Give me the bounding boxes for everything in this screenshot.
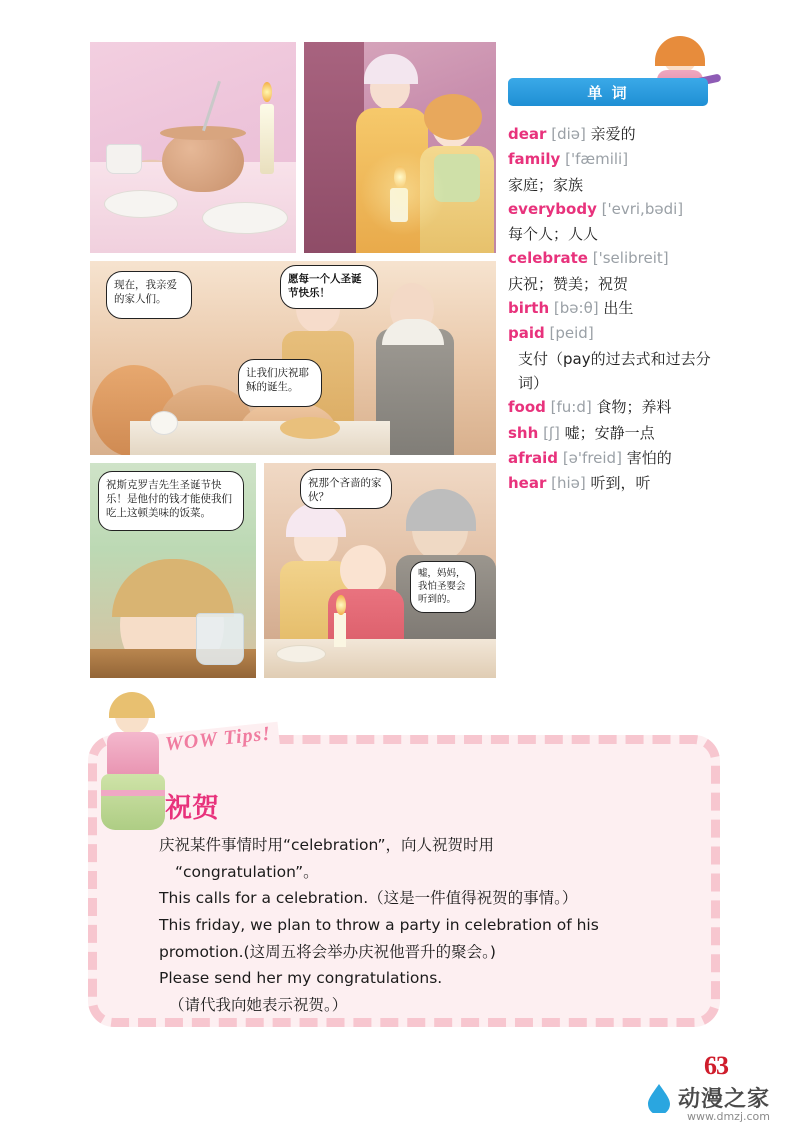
watermark-url: www.dmzj.com [687,1110,770,1123]
vocab-entry [508,147,723,171]
water-drop-icon [646,1083,672,1113]
vocab-word: paid [508,324,545,343]
vocab-word: family [508,150,561,169]
panel3-turkey [280,417,340,439]
panel1-candle [260,104,274,174]
vocab-entry [508,321,723,345]
speech-bubble-5 [300,469,392,509]
speech-bubble-1 [106,271,192,319]
mascot-girl-bodice [107,732,159,778]
wow-tips-badge: WOW Tips! [156,722,280,758]
tips-line: This calls for a celebration.（这是一件值得祝贺的事情。） [159,889,578,908]
vocab-word: shh [508,423,539,442]
panel1-plate-right [202,202,288,234]
comic-panel-3 [88,259,498,457]
vocab-phonetic: ['fæmili] [565,150,629,169]
tips-line: （请代我向她表示祝贺。） [169,995,348,1014]
vocab-entry [508,421,723,445]
watermark-text: 动漫之家 [677,1087,770,1112]
panel3-man-collar [382,319,444,345]
panel5-candle-flame [336,595,346,615]
vocab-word: afraid [508,448,559,467]
panel5-candle [334,613,346,647]
speech-bubble-2-text: 愿每一个人圣诞节快乐！ [288,273,362,300]
vocab-meaning: 害怕的 [626,448,672,467]
vocab-entry [508,446,723,470]
mascot-girl-hair [109,692,155,718]
vocab-meaning: 亲爱的 [590,125,636,143]
vocab-word: dear [508,125,547,143]
vocab-phonetic: [peid] [549,324,594,343]
vocab-entry [508,122,723,146]
watermark [646,1082,770,1113]
speech-bubble-6-text: 嘘，妈妈，我怕圣婴会听到的。 [418,568,466,605]
vocabulary-panel [508,78,723,496]
mascot-girl-icon [95,694,173,834]
vocab-word: birth [508,299,550,318]
vocab-phonetic: [hiə] [551,474,586,493]
vocab-entry [508,197,723,221]
comic-panel-4 [88,461,258,680]
vocab-entry [508,296,723,320]
panel5-girl-head [340,545,386,595]
panel5-plate [276,645,326,663]
panel2-woman2-hair [424,94,482,140]
speech-bubble-3 [238,359,322,407]
comic-strip [88,40,498,680]
comic-panel-2 [302,40,498,255]
wow-tips-body [159,832,685,1019]
vocab-meaning: 食物；养料 [596,398,672,417]
vocab-meaning: 出生 [603,299,634,318]
wow-tips-box [88,722,720,1027]
vocab-meaning: 每个人；人人 [508,225,599,244]
vocabulary-header: 单 词 [508,78,708,106]
tips-line: This friday, we plan to throw a party in celebration of his [159,915,599,934]
vocab-word: everybody [508,199,597,218]
vocab-word: food [508,398,546,417]
tips-line: promotion.(这周五将会举办庆祝他晋升的聚会。) [159,942,496,961]
speech-bubble-4-text: 祝斯克罗吉先生圣诞节快乐！是他付的钱才能使我们吃上这顿美味的饭菜。 [106,479,232,520]
vocab-entry [508,471,723,495]
vocab-phonetic: [ʃ] [543,423,560,442]
page-number: 63 [704,1051,728,1080]
mascot-top-hair [655,36,705,66]
panel4-man-hair [112,559,234,617]
tips-line: 庆祝某件事情时用“celebration”，向人祝贺时用 [159,836,495,854]
vocab-phonetic: [bə:θ] [553,299,599,318]
speech-bubble-4 [98,471,244,531]
vocab-phonetic: ['selibreit] [592,249,669,268]
vocab-word: celebrate [508,249,588,268]
panel5-oldman-hair [406,489,476,531]
tips-line: “congratulation”。 [175,862,319,881]
vocab-entry [508,395,723,419]
panel4-glass [196,613,244,665]
vocab-phonetic: [fu:d] [550,398,592,417]
vocab-phonetic: ['evri,bədi] [601,199,684,218]
vocab-meaning: 家庭；家族 [508,175,584,194]
tips-line: Please send her my congratulations. [159,969,443,988]
vocab-meaning: 支付（pay的过去式和过去分词） [518,349,711,392]
wow-tips-inner [97,722,711,1018]
vocab-meaning: 庆祝；赞美；祝贺 [508,274,629,293]
comic-panel-1 [88,40,298,255]
vocab-word: hear [508,474,547,493]
panel1-candle-flame [262,82,272,102]
wow-tips-title: 祝贺 [165,793,219,824]
vocab-phonetic: [diə] [551,125,586,143]
mascot-girl-skirt [101,774,165,830]
speech-bubble-1-text: 现在，我亲爱的家人们。 [114,279,177,306]
panel1-spoon [202,81,221,131]
vocabulary-list [508,122,723,495]
panel2-glow [360,150,446,236]
panel1-cup [106,144,142,174]
panel1-plate-left [104,190,178,218]
panel2-woman1-cap [364,54,418,84]
vocab-meaning: 嘘；安静一点 [564,423,655,442]
panel2-curtain [304,42,364,255]
speech-bubble-3-text: 让我们庆祝耶稣的诞生。 [246,367,309,394]
vocab-meaning: 听到，听 [590,474,651,493]
vocab-entry [508,246,723,270]
mascot-girl-skirt-stripe [101,790,165,796]
speech-bubble-6 [410,561,476,613]
speech-bubble-2 [280,265,378,309]
comic-panel-5 [262,461,498,680]
vocab-phonetic: [ə'freid] [562,448,622,467]
speech-bubble-5-text: 祝那个吝啬的家伙？ [308,477,382,504]
panel3-glass [150,411,178,435]
